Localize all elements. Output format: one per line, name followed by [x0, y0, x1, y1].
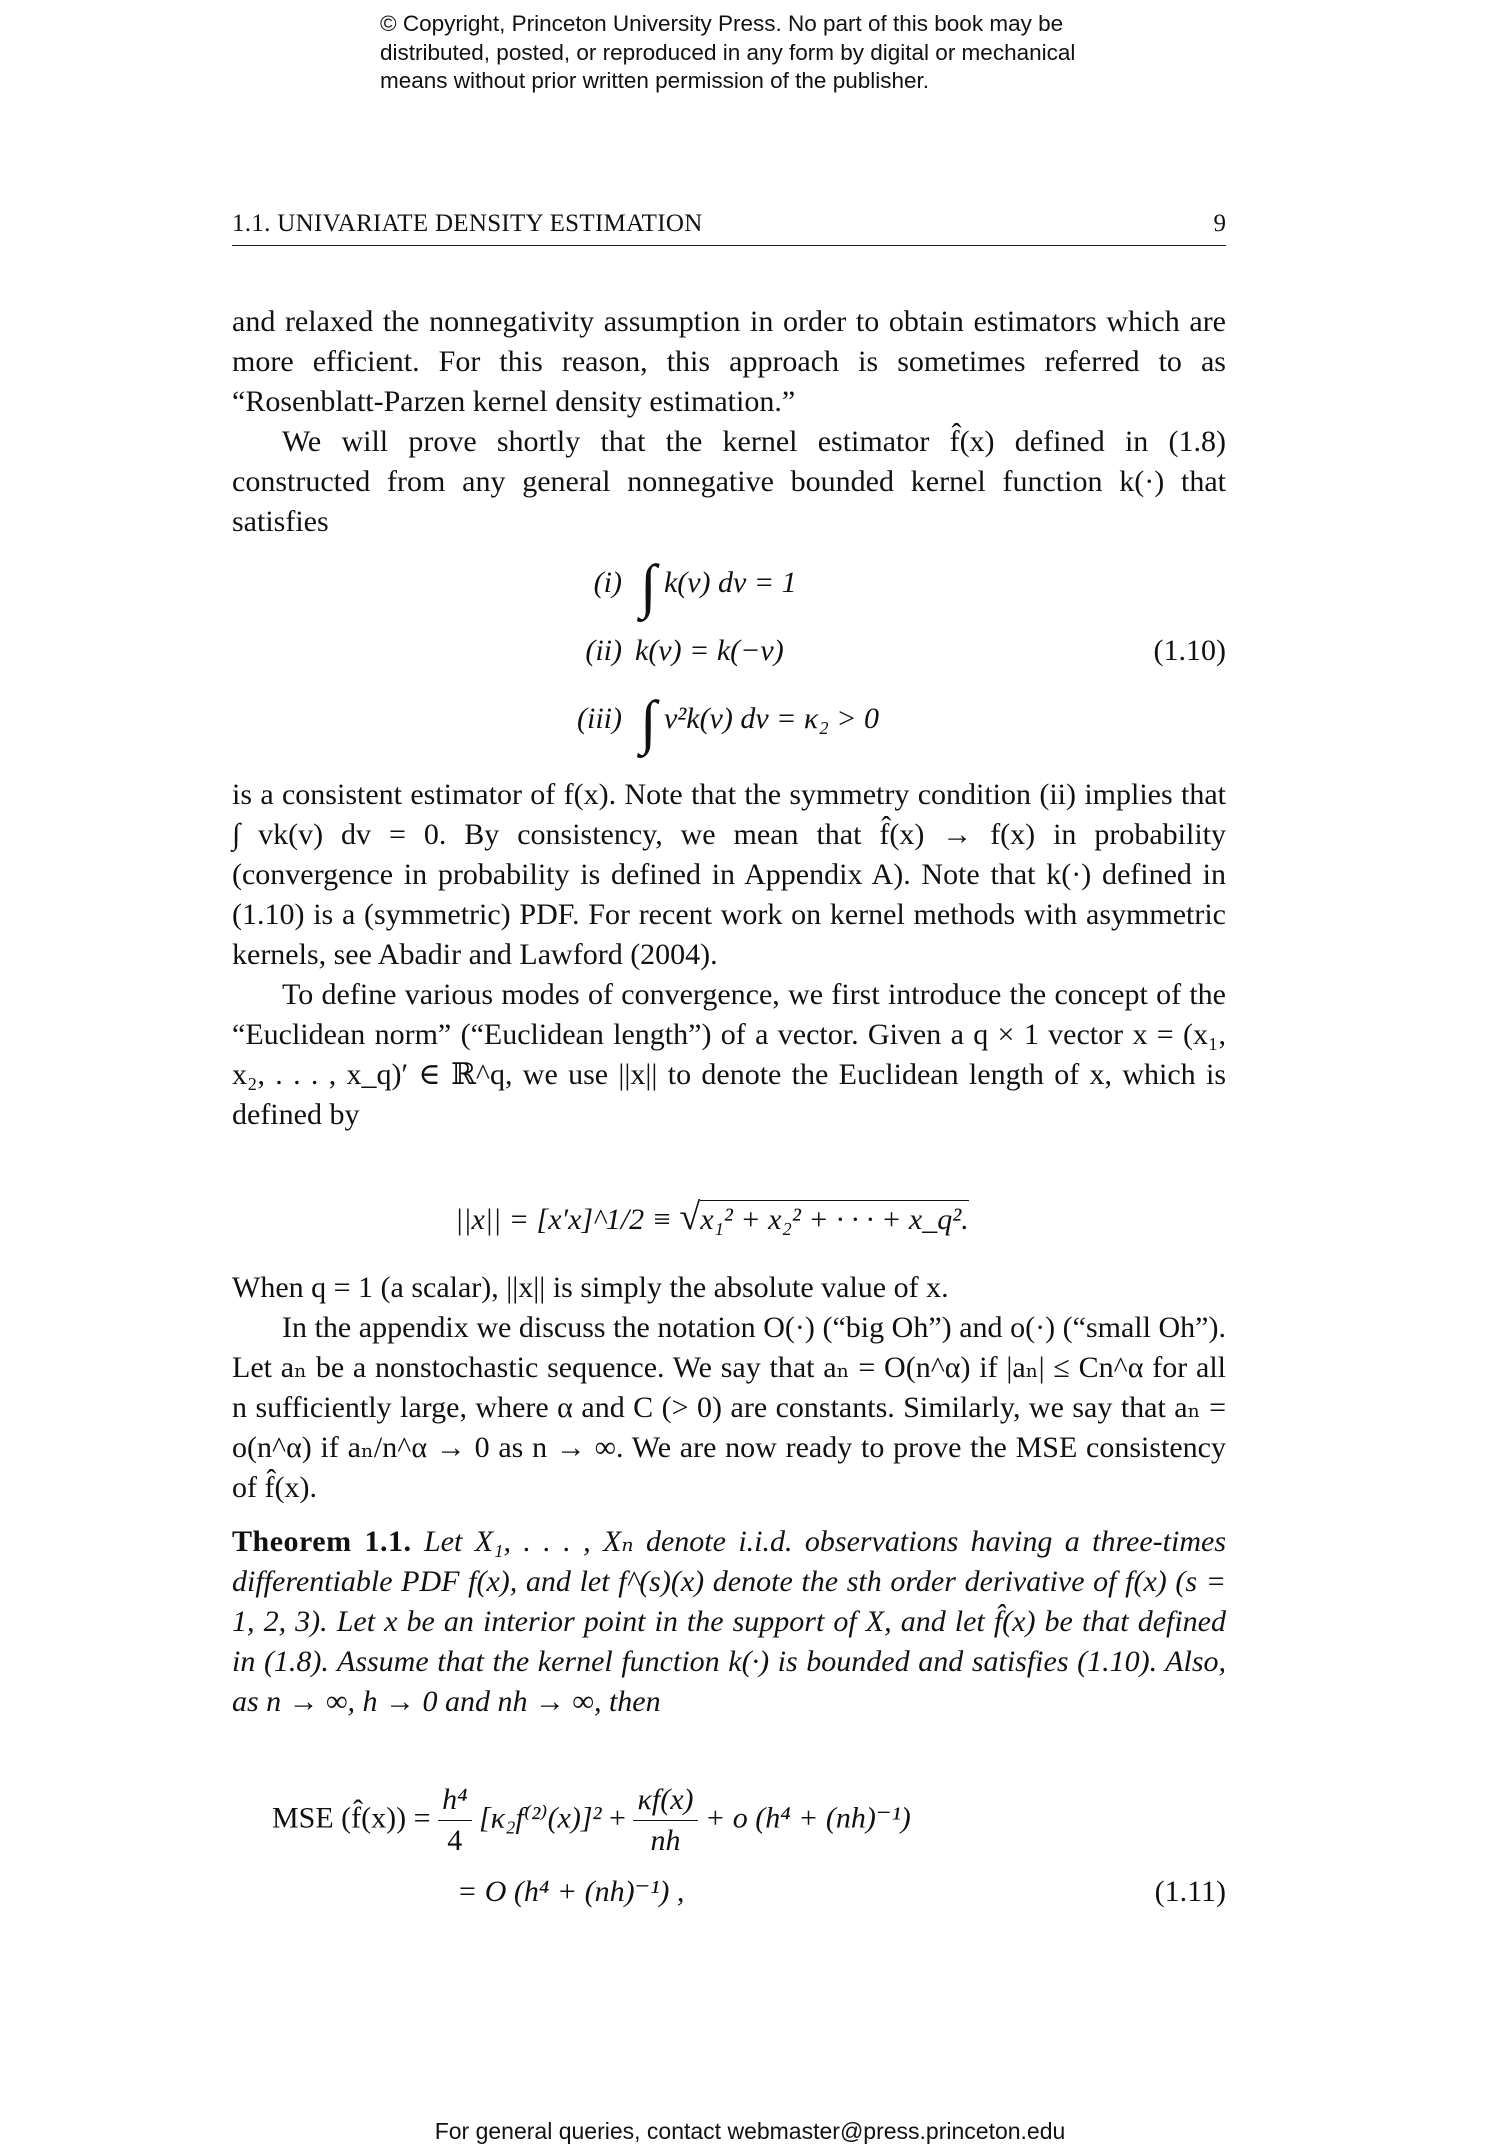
theorem-1-1 — [232, 1522, 1226, 1722]
small-o-term: + o (h⁴ + (nh)⁻¹) — [705, 1801, 911, 1835]
norm-equation — [455, 1195, 1055, 1239]
fraction-numerator: h⁴ — [438, 1780, 471, 1821]
fraction-numerator: κf(x) — [633, 1780, 697, 1821]
equation-label-i: (i) — [593, 566, 622, 599]
paragraph-2: We will prove shortly that the kernel estimator f̂(x) defined in (1.8) constructed from any general nonnegative bounded kernel function k(·) that satisfies — [232, 425, 1226, 538]
paragraph-4: To define various modes of convergence, we first introduce the concept of the “Euclidean norm” (“Euclidean length”) of a vector. Given a q × 1 vector x = (x₁, x₂, . . . , x_q)′ ∈ ℝ^q, we use ||x|| to denote the Euclidean length of x, which is defined by — [232, 978, 1226, 1131]
copyright-notice — [380, 10, 1180, 96]
equation-expr-iii: v²k(v) dv = κ₂ > 0 — [663, 702, 879, 735]
paragraph-5-block — [232, 1268, 1226, 1722]
fraction-kappa-f-over-nh — [633, 1780, 697, 1861]
equation-number-1-10: (1.10) — [1153, 634, 1226, 667]
theorem-heading: Theorem 1.1. — [232, 1525, 412, 1558]
equation-row-i — [232, 553, 1226, 619]
paragraph-6: In the appendix we discuss the notation O(·) (“big Oh”) and o(·) (“small Oh”). Let aₙ be a nonstochastic sequence. We say that aₙ = O(n^α) if |aₙ| ≤ Cn^α for all n sufficiently large, where α and C (> 0) are constants. Similarly, we say that aₙ = o(n^α) if aₙ/n^α → 0 as n → ∞. We are now ready to prove the MSE consistency of f̂(x). — [232, 1311, 1226, 1504]
squared-bracket-term: [κ₂f⁽²⁾(x)]² — [479, 1801, 602, 1835]
paragraph-1-block — [232, 302, 1226, 542]
norm-equation-lhs: ||x|| = [x′x]^1/2 ≡ — [455, 1203, 680, 1236]
integral-symbol: ∫ — [640, 553, 657, 619]
fraction-denominator: nh — [650, 1824, 681, 1857]
mse-lhs: MSE (f̂(x)) = — [272, 1801, 431, 1835]
equation-expr-i: k(v) dv = 1 — [663, 566, 797, 599]
paragraph-1: and relaxed the nonnegativity assumption in order to obtain estimators which are more efficient. For this reason, this approach is sometimes referred to as “Rosenblatt-Parzen kernel density estimation.” — [232, 305, 1226, 418]
section-title: 1.1. UNIVARIATE DENSITY ESTIMATION — [232, 210, 703, 237]
fraction-h4-over-4 — [438, 1780, 471, 1861]
equation-1-11-line-1 — [272, 1780, 911, 1861]
paragraph-3-block — [232, 775, 1226, 1135]
fraction-denominator: 4 — [447, 1824, 463, 1857]
norm-equation-rhs: x₁² + x₂² + · · · + x_q². — [700, 1200, 969, 1236]
copyright-line-2: distributed, posted, or reproduced in any form by digital or mechanical — [380, 39, 1076, 65]
equation-label-iii: (iii) — [577, 702, 622, 735]
equation-label-ii: (ii) — [585, 634, 622, 667]
copyright-line-3: means without prior written permission of the publisher. — [380, 68, 930, 93]
equation-1-10 — [232, 555, 1226, 785]
footer-contact: For general queries, contact webmaster@press.princeton.edu — [434, 2118, 1066, 2144]
theorem-body: Let X₁, . . . , Xₙ denote i.i.d. observations having a three-times differentiable PDF f(x), and let f^(s)(x) denote the sth order derivative of f(x) (s = 1, 2, 3). Let x be an interior point in the support of X, and let f̂(x) be that defined in (1.8). Assume that the kernel function k(·) is bounded and satisfies (1.10). Also, as n → ∞, h → 0 and nh → ∞, then — [232, 1525, 1227, 1718]
integral-symbol: ∫ — [640, 689, 657, 755]
sqrt-symbol: √ — [679, 1196, 701, 1238]
paragraph-5: When q = 1 (a scalar), ||x|| is simply the absolute value of x. — [232, 1271, 949, 1304]
copyright-line-1: © Copyright, Princeton University Press. No part of this book may be — [380, 11, 1064, 36]
equation-row-ii — [232, 631, 1226, 681]
plus-sign: + — [609, 1801, 626, 1835]
equation-1-11-line-2: = O (h⁴ + (nh)⁻¹) , — [457, 1875, 685, 1908]
equation-1-11 — [232, 1772, 1226, 1922]
equation-row-iii — [232, 689, 1226, 755]
paragraph-3: is a consistent estimator of f(x). Note that the symmetry condition (ii) implies that ∫ vk(v) dv = 0. By consistency, we mean that f̂(x) → f(x) in probability (convergence in probability is defined in Appendix A). Note that k(·) defined in (1.10) is a (symmetric) PDF. For recent work on kernel methods with asymmetric kernels, see Abadir and Lawford (2004). — [232, 778, 1226, 971]
equation-number-1-11: (1.11) — [1154, 1875, 1226, 1908]
running-head — [232, 205, 1226, 246]
equation-expr-ii: k(v) = k(−v) — [635, 634, 784, 667]
page-number: 9 — [1213, 210, 1226, 237]
